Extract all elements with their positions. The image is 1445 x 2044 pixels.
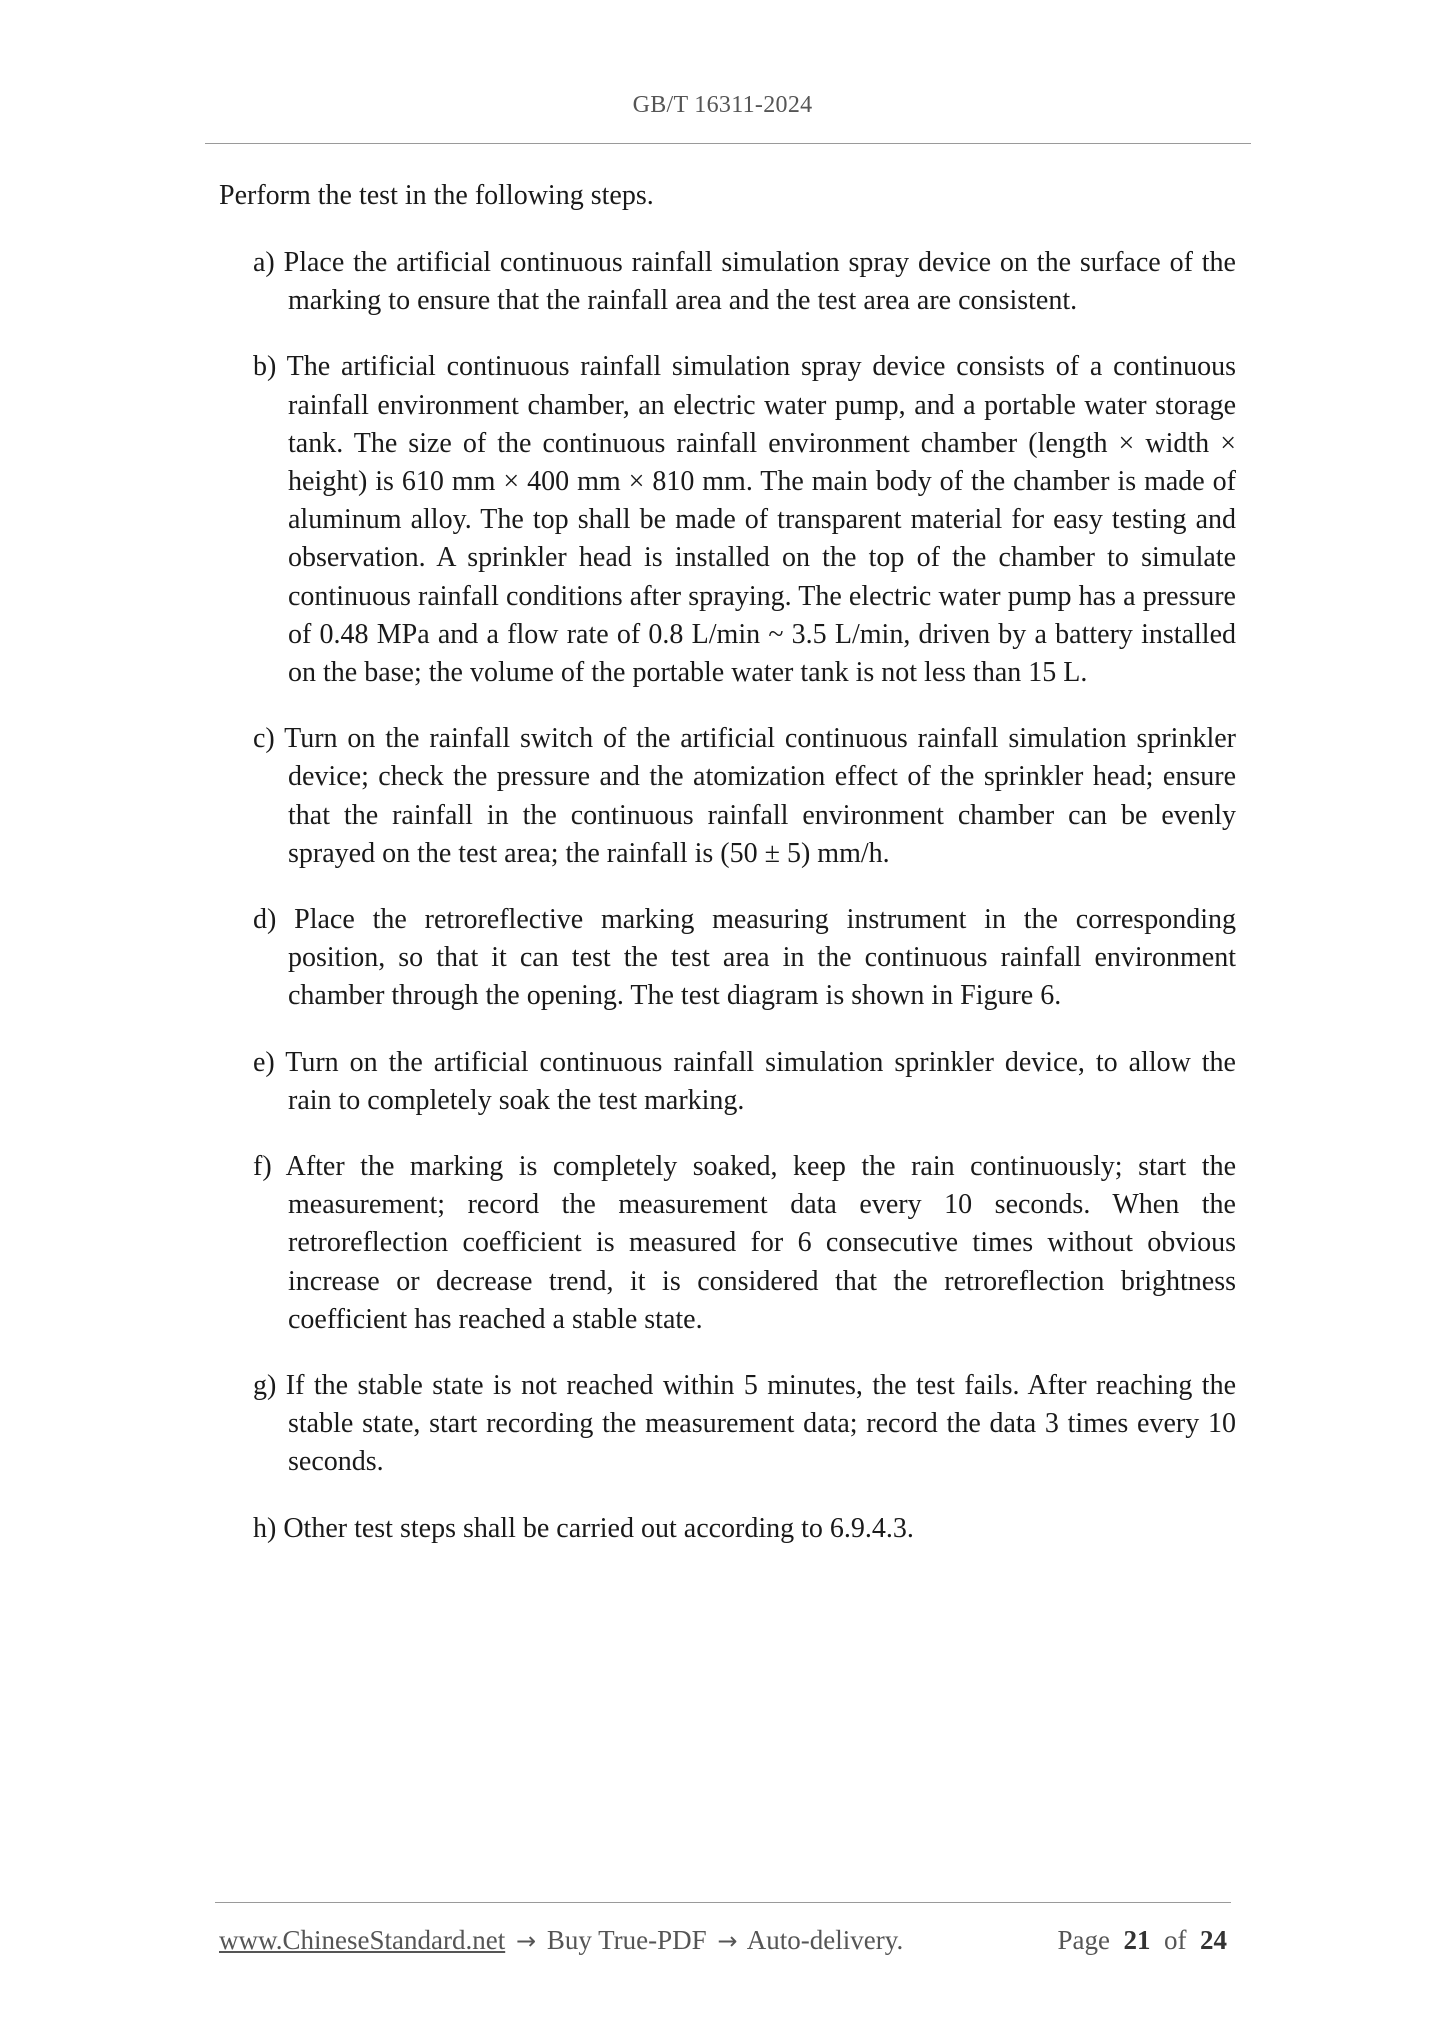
running-header: GB/T 16311-2024 <box>632 92 813 118</box>
of-label: of <box>1164 1925 1187 1955</box>
step-c: c) Turn on the rainfall switch of the artificial continuous rainfall simulation sprinkler device; check the pressure and the atomization effect of the sprinkler head; ensure that the rainfall in the continuous rainfall environment chamber can be evenly sprayed on the test area; the rainfall is (50 ± 5) mm/h. <box>253 723 1236 869</box>
page-indicator <box>1058 1922 1227 1958</box>
footer-divider <box>215 1902 1231 1903</box>
test-steps-list <box>253 244 1236 1576</box>
intro-paragraph: Perform the test in the following steps. <box>219 180 654 211</box>
step-f: f) After the marking is completely soaked, keep the rain continuously; start the measurement; record the measurement data every 10 seconds. When the retroreflection coefficient is measured for 6 consecutive times without obvious increase or decrease trend, it is considered that the retroreflection brightness coefficient has reached a stable state. <box>253 1151 1236 1335</box>
buy-true-pdf-text: Buy True-PDF <box>546 1925 707 1955</box>
step-e: e) Turn on the artificial continuous rainfall simulation sprinkler device, to allow the rain to completely soak the test marking. <box>253 1046 1236 1116</box>
step-b: b) The artificial continuous rainfall simulation spray device consists of a continuous rainfall environment chamber, an electric water pump, and a portable water storage tank. The size of the continuous rainfall environment chamber (length × width × height) is 610 mm × 400 mm × 810 mm. The main body of the chamber is made of aluminum alloy. The top shall be made of transparent material for easy testing and observation. A sprinkler head is installed on the top of the chamber to simulate continuous rainfall conditions after spraying. The electric water pump has a pressure of 0.48 MPa and a flow rate of 0.8 L/min ~ 3.5 L/min, driven by a battery installed on the base; the volume of the portable water tank is not less than 15 L. <box>253 351 1236 689</box>
header-divider <box>205 143 1251 144</box>
step-d: d) Place the retroreflective marking measuring instrument in the corresponding position, so that it can test the test area in the continuous rainfall environment chamber through the opening. The test diagram is shown in Figure 6. <box>253 904 1236 1012</box>
step-g: g) If the stable state is not reached within 5 minutes, the test fails. After reaching the stable state, start recording the measurement data; record the data 3 times every 10 seconds. <box>253 1370 1236 1478</box>
step-a: a) Place the artificial continuous rainfall simulation spray device on the surface of the marking to ensure that the rainfall area and the test area are consistent. <box>253 247 1236 317</box>
website-link[interactable]: www.ChineseStandard.net <box>219 1925 506 1955</box>
current-page-number: 21 <box>1123 1925 1151 1955</box>
page-label: Page <box>1057 1925 1110 1955</box>
step-h: h) Other test steps shall be carried out according to 6.9.4.3. <box>253 1512 914 1544</box>
auto-delivery-text: Auto-delivery. <box>746 1925 904 1955</box>
total-pages-number: 24 <box>1200 1925 1227 1955</box>
arrow-right-icon: → <box>717 1927 738 1955</box>
arrow-right-icon: → <box>515 1927 537 1955</box>
page-footer <box>219 1922 1227 1958</box>
footer-promo <box>219 1922 903 1959</box>
